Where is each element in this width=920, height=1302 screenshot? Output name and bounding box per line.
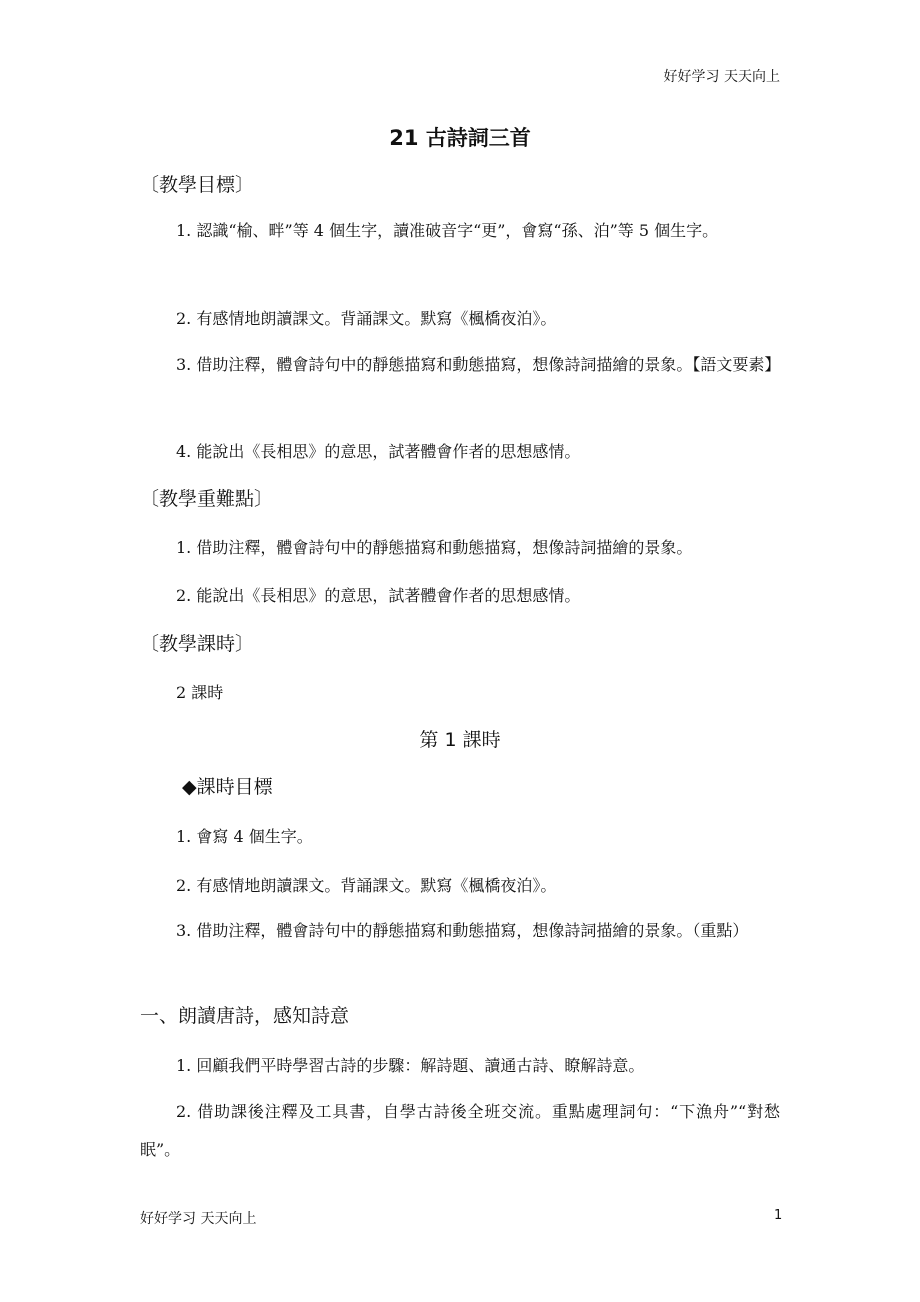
section-heading-goals: 〔教學目標〕 [140, 174, 255, 196]
lesson-goals-heading: ◆課時目標 [182, 776, 273, 798]
document-title: 21 古詩詞三首 [389, 126, 531, 150]
goal-item-2: 2. 有感情地朗讀課文。背誦課文。默寫《楓橋夜泊》。 [176, 309, 557, 328]
part-1-step-2: 2. 借助課後注釋及工具書，自學古詩後全班交流。重點處理詞句：“下漁舟”“對愁眠”。 [140, 1102, 780, 1159]
section-heading-hours: 〔教學課時〕 [140, 633, 255, 655]
lesson-goal-2: 2. 有感情地朗讀課文。背誦課文。默寫《楓橋夜泊》。 [176, 876, 557, 895]
lesson-goal-1: 1. 會寫 4 個生字。 [176, 827, 313, 846]
goal-item-1: 1. 認識“榆、畔”等 4 個生字，讀准破音字“更”，會寫“孫、泊”等 5 個生字。 [176, 221, 719, 240]
page-header: 好好学习 天天向上 [663, 69, 780, 85]
part-1-step-1: 1. 回顧我們平時學習古詩的步驟：解詩題、讀通古詩、瞭解詩意。 [176, 1056, 645, 1075]
page-footer: 好好学习 天天向上 [140, 1211, 257, 1227]
page-number: 1 [774, 1208, 783, 1223]
goal-item-3: 3. 借助注釋，體會詩句中的靜態描寫和動態描寫，想像詩詞描繪的景象。【語文要素】 [176, 355, 781, 374]
lesson-goal-3: 3. 借助注釋，體會詩句中的靜態描寫和動態描寫，想像詩詞描繪的景象。（重點） [176, 921, 749, 940]
lesson-title: 第 1 課時 [419, 729, 501, 751]
hours-value: 2 課時 [176, 683, 224, 702]
key-point-item-1: 1. 借助注釋，體會詩句中的靜態描寫和動態描寫，想像詩詞描繪的景象。 [176, 538, 693, 557]
key-point-item-2: 2. 能說出《長相思》的意思，試著體會作者的思想感情。 [176, 586, 581, 605]
section-heading-key-points: 〔教學重難點〕 [140, 488, 274, 510]
goal-item-4: 4. 能說出《長相思》的意思，試著體會作者的思想感情。 [176, 442, 581, 461]
part-1-heading: 一、朗讀唐詩，感知詩意 [140, 1005, 350, 1027]
